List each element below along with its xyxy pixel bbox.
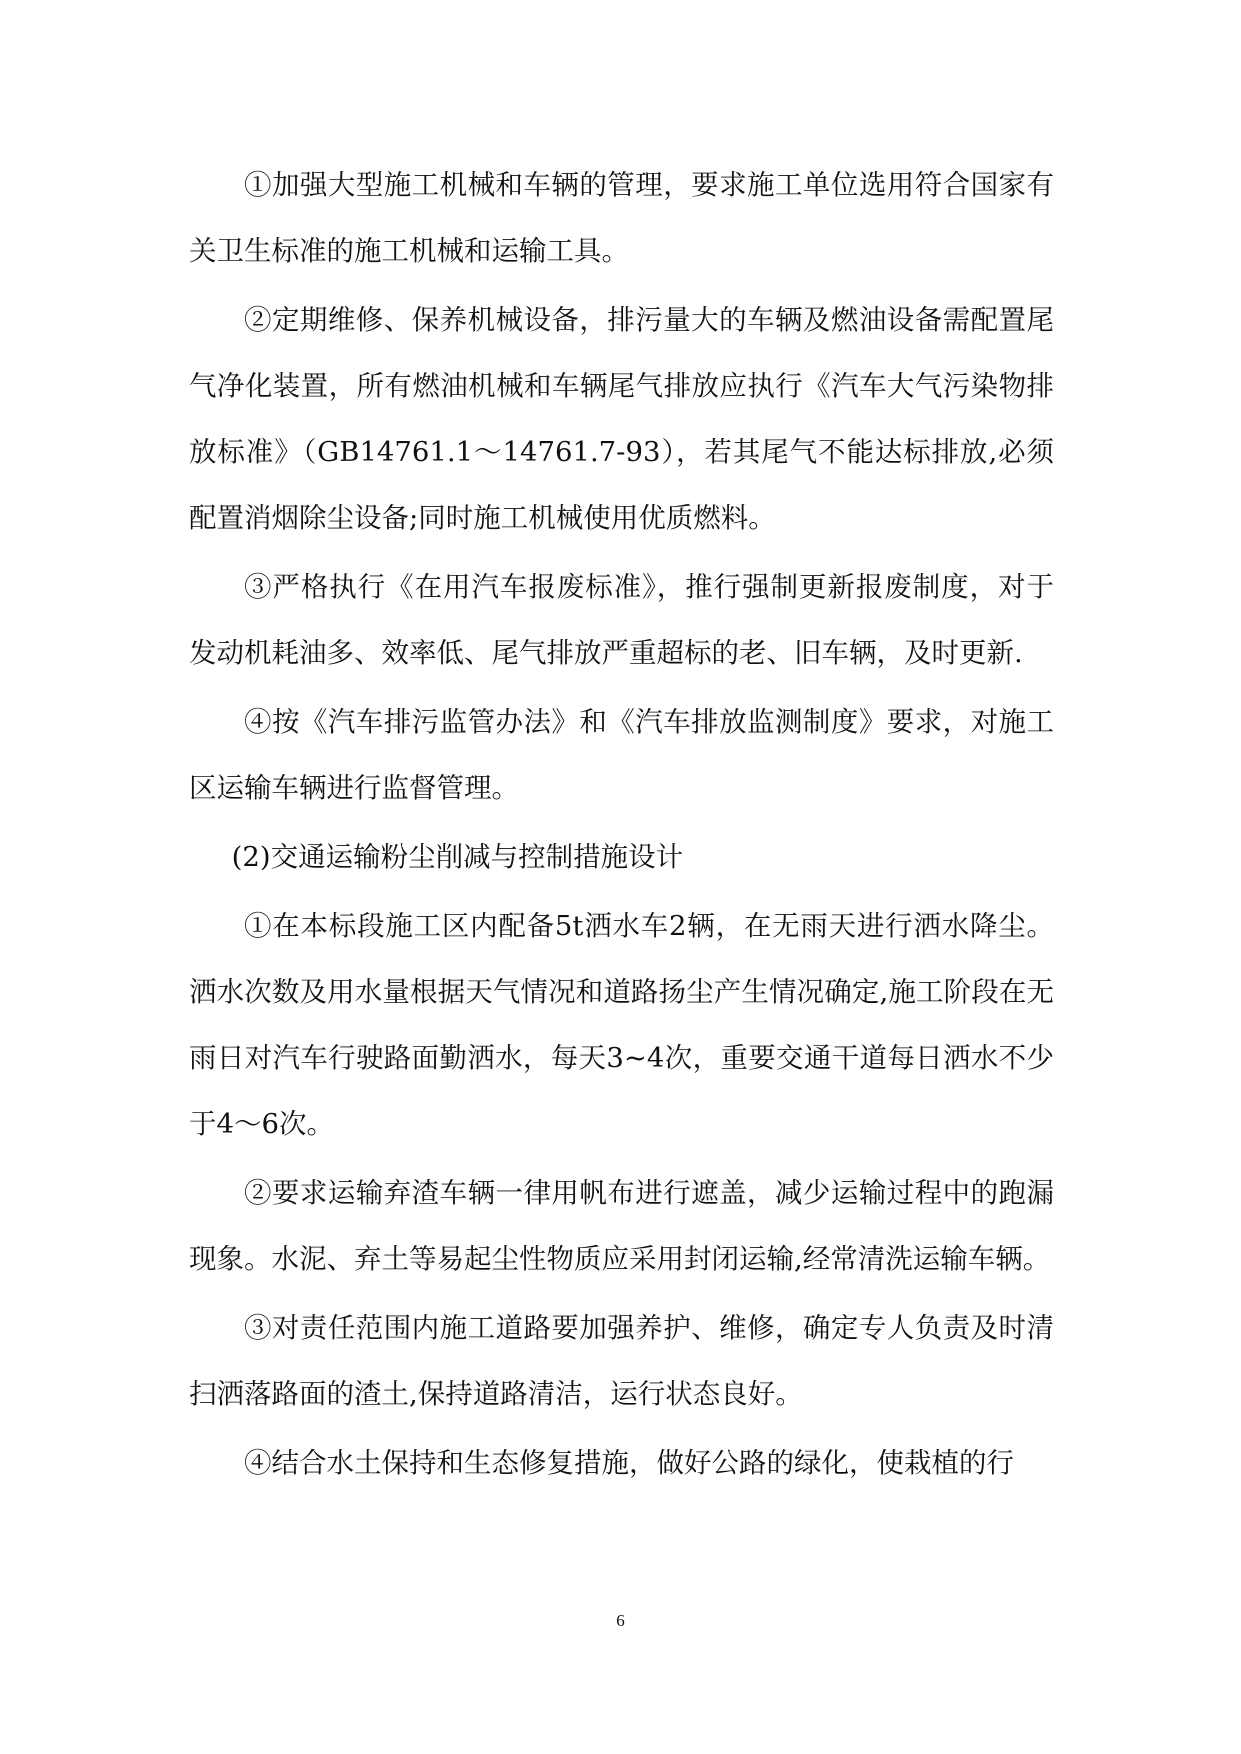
paragraph-covered-transport: ②要求运输弃渣车辆一律用帆布进行遮盖，减少运输过程中的跑漏现象。水泥、弃土等易起尘性物质应采用封闭运输,经常清洗运输车辆。 bbox=[189, 1177, 1054, 1275]
paragraph-vehicle-management: ①加强大型施工机械和车辆的管理，要求施工单位选用符合国家有关卫生标准的施工机械和运输工具。 bbox=[189, 169, 1054, 267]
paragraph-greening: ④结合水土保持和生态修复措施，做好公路的绿化，使栽植的行 bbox=[244, 1447, 1014, 1479]
paragraph-supervision: ④按《汽车排污监管办法》和《汽车排放监测制度》要求，对施工区运输车辆进行监督管理。 bbox=[189, 706, 1054, 804]
paragraph-water-spraying: ①在本标段施工区内配备5t洒水车2辆，在无雨天进行洒水降尘。洒水次数及用水量根据天气情况和道路扬尘产生情况确定,施工阶段在无雨日对汽车行驶路面勤洒水，每天3~4次，重要交通干道每日洒水不少于4～6次。 bbox=[189, 910, 1054, 1140]
body-text bbox=[189, 152, 1054, 1499]
section-heading-dust-control: (2)交通运输粉尘削减与控制措施设计 bbox=[231, 841, 684, 873]
paragraph-scrapping-standard: ③严格执行《在用汽车报废标准》，推行强制更新报废制度，对于发动机耗油多、效率低、尾气排放严重超标的老、旧车辆，及时更新. bbox=[189, 571, 1054, 669]
page-number: 6 bbox=[616, 1611, 625, 1630]
paragraph-maintenance-emission: ②定期维修、保养机械设备，排污量大的车辆及燃油设备需配置尾气净化装置，所有燃油机械和车辆尾气排放应执行《汽车大气污染物排放标准》（GB14761.1～14761.7-93），若其尾气不能达标排放,必须配置消烟除尘设备;同时施工机械使用优质燃料。 bbox=[189, 304, 1054, 534]
paragraph-road-maintenance: ③对责任范围内施工道路要加强养护、维修，确定专人负责及时清扫洒落路面的渣土,保持道路清洁，运行状态良好。 bbox=[189, 1312, 1054, 1410]
